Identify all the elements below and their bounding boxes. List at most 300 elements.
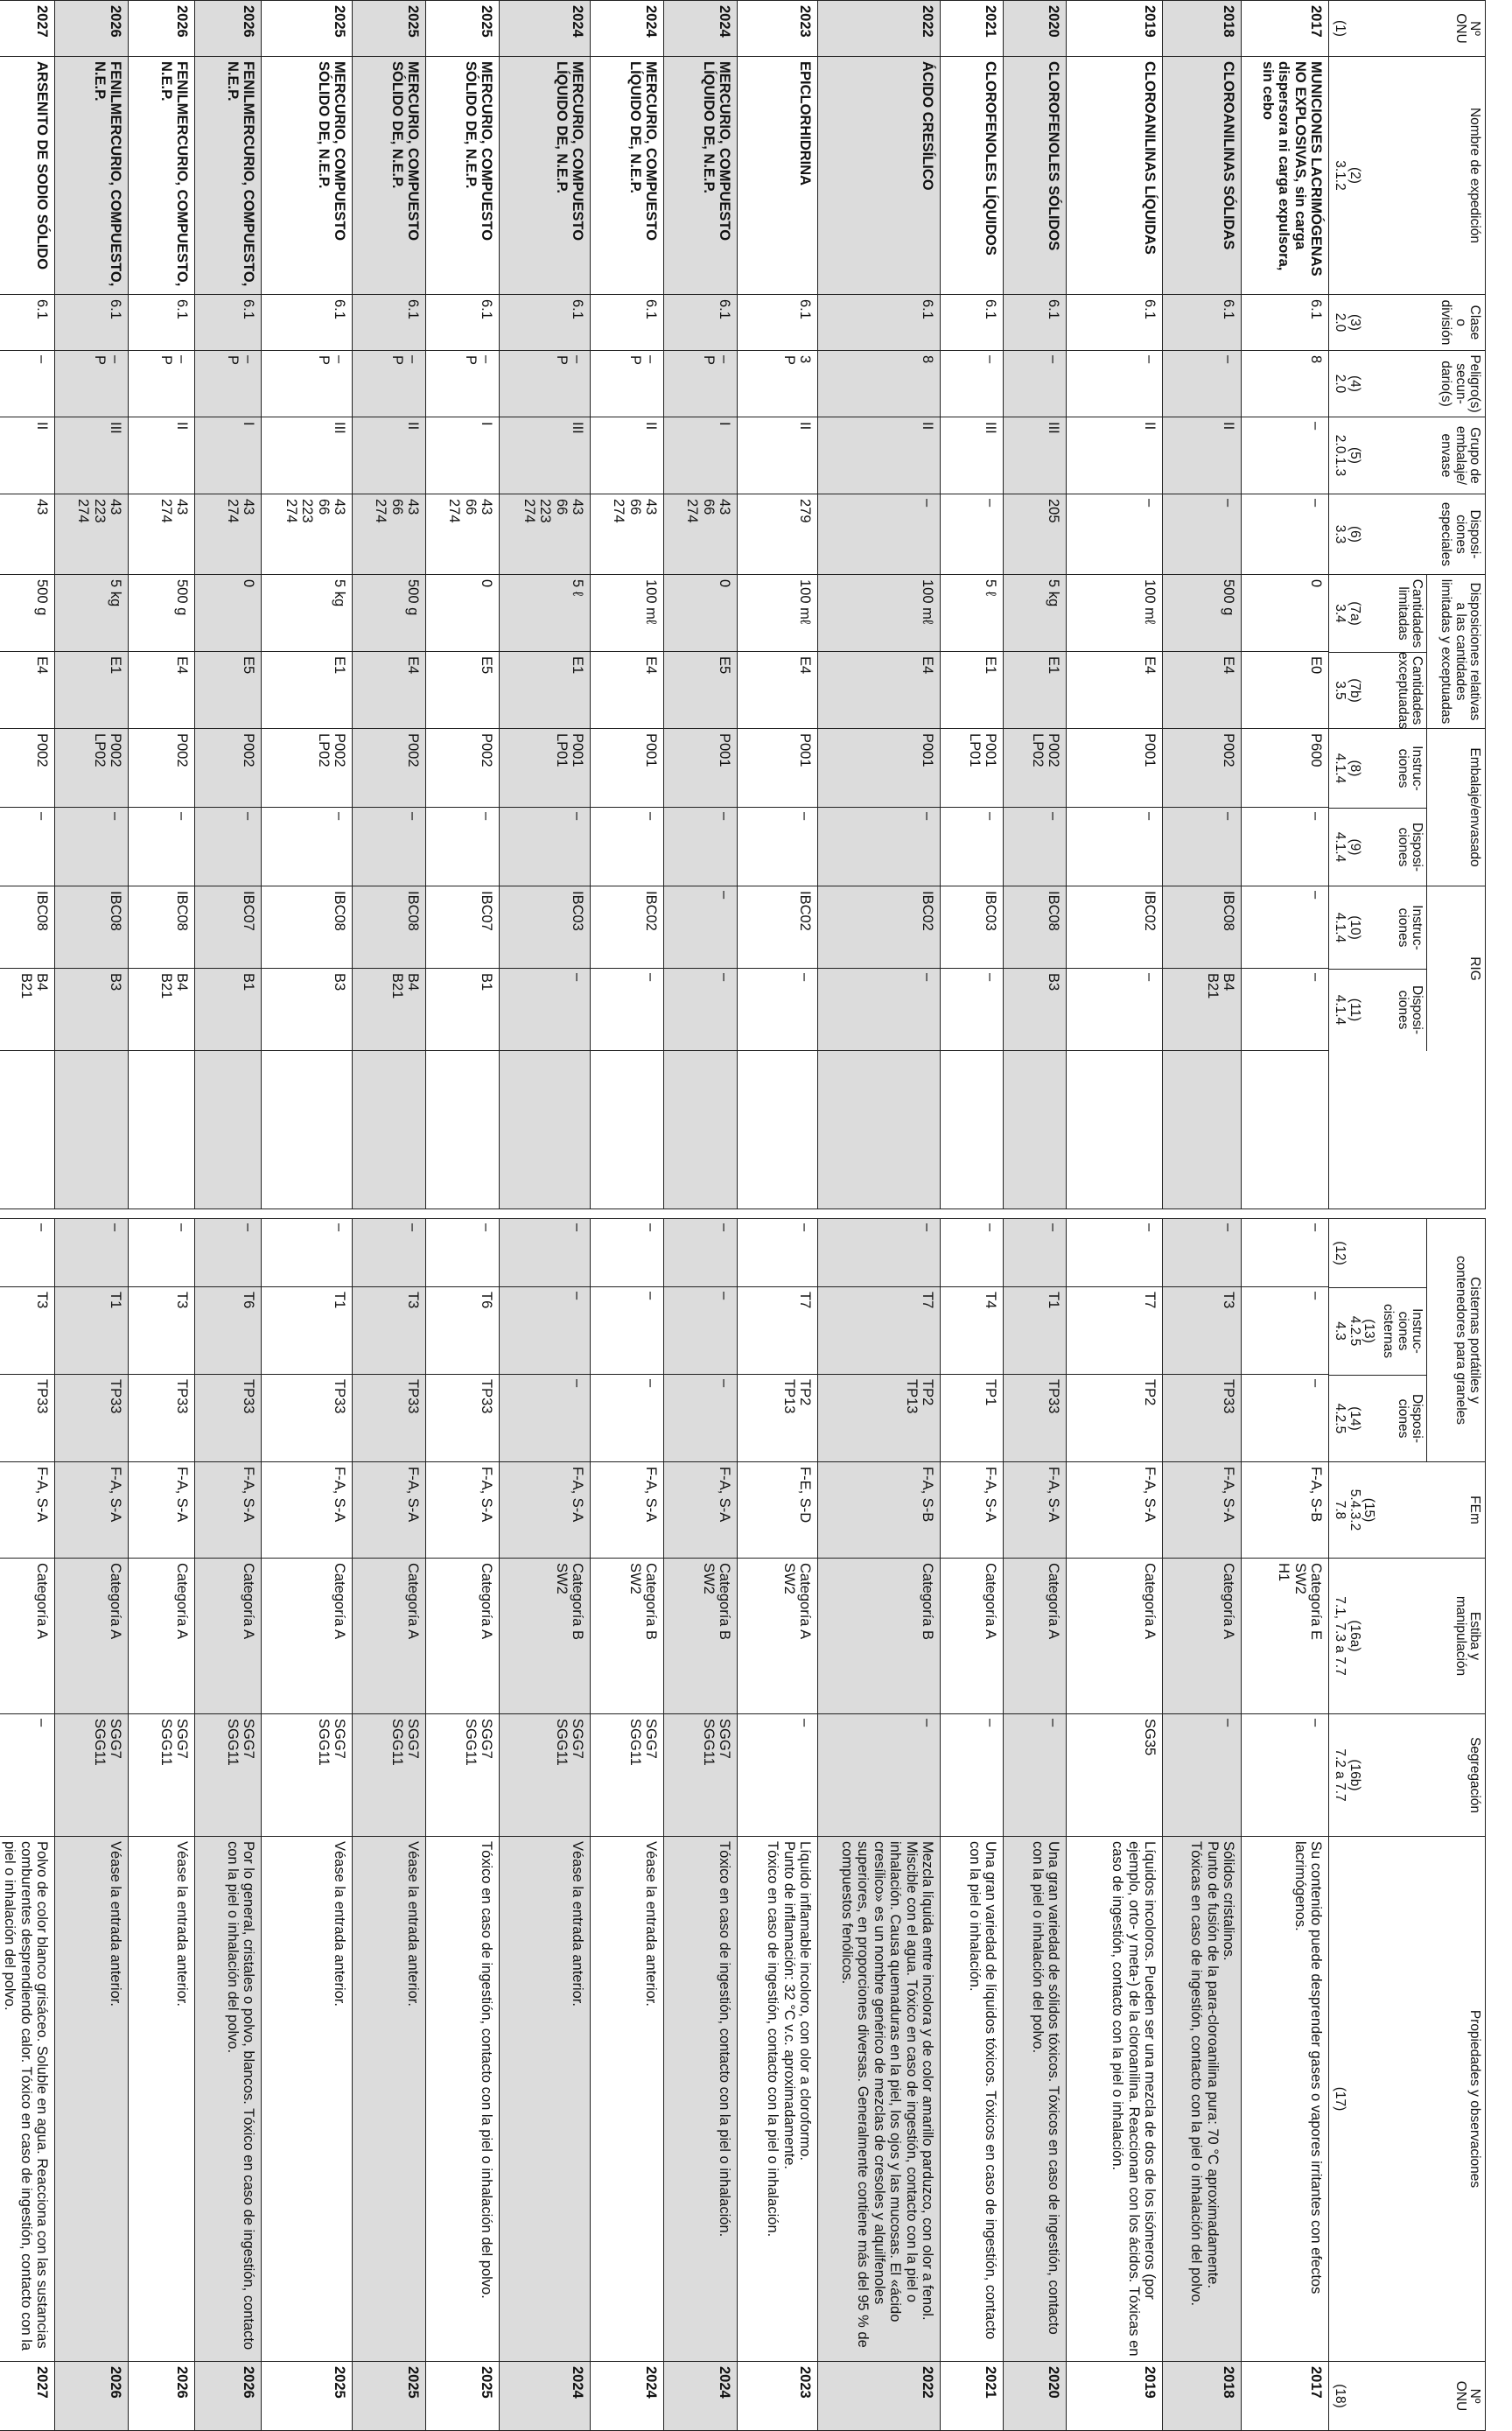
cell-seg: –	[0, 1714, 54, 1837]
cell-un2: 2026	[241, 2366, 256, 2399]
cell-pg: I	[664, 417, 737, 494]
cell-eq: E5	[664, 652, 737, 729]
right-table-row	[499, 1219, 590, 2430]
cell-seg: –	[1163, 1714, 1241, 1837]
cell-name: FENILMERCURIO, COMPUESTO, N.E.P.	[55, 57, 128, 295]
cell-ti: T3	[1163, 1287, 1241, 1375]
cell-tp: TP2	[1067, 1375, 1162, 1462]
spacer-cell	[55, 1051, 128, 1208]
cell-seg: SGG7 SGG11	[591, 1714, 663, 1837]
right-table-header	[1328, 1219, 1485, 2430]
cell-un2: 2025	[479, 2366, 494, 2399]
cell-lq: 0	[426, 575, 499, 652]
cell-ems: F-A, S-A	[129, 1462, 194, 1559]
header-shipping-name: Nombre de expedición (2) 3.1.2	[1329, 57, 1485, 295]
cell-pi: P001	[591, 729, 663, 808]
cell-un: 2023	[738, 1, 817, 57]
cell-stow: Categoría B SW2	[664, 1559, 737, 1714]
cell-un2: 2024	[643, 2366, 659, 2399]
cell-un2: 2027	[34, 2366, 50, 2399]
cell-tp: –	[500, 1375, 590, 1462]
cell-cls: 6.1	[941, 295, 1003, 351]
cell-eq: E4	[0, 652, 54, 729]
cell-tp: TP33	[55, 1375, 128, 1462]
cell-un: 2017	[1242, 1, 1328, 57]
cell-pp: –	[195, 808, 261, 886]
cell-cls: 6.1	[1004, 295, 1066, 351]
cell-eq: E1	[55, 652, 128, 729]
cell-ii: IBC08	[262, 886, 352, 969]
cell-seg: SGG7 SGG11	[55, 1714, 128, 1837]
cell-props: Una gran variedad de líquidos tóxicos. Tóxicos en caso de ingestión, contacto con la piel o inhalación.	[941, 1837, 1003, 2362]
cell-un2: 2023	[797, 2366, 813, 2399]
cell-ti: T1	[55, 1287, 128, 1375]
cell-lq: 100 mℓ	[738, 575, 817, 652]
cell-cls: 6.1	[129, 295, 194, 351]
cell-pp: –	[262, 808, 352, 886]
cell-lq: 5 ℓ	[941, 575, 1003, 652]
left-table-row	[1066, 1, 1162, 1208]
cell-un: 2024	[664, 1, 737, 57]
right-table-row	[1162, 1219, 1241, 2430]
cell-sub: –	[0, 351, 54, 417]
cell-props: Su contenido puede desprender gases o vapores irritantes con efectos lacrimógenos.	[1242, 1837, 1328, 2362]
cell-stow: Categoría B	[818, 1559, 940, 1714]
cell-ems: F-A, S-A	[500, 1462, 590, 1559]
cell-pg: II	[738, 417, 817, 494]
right-table-row	[1066, 1219, 1162, 2430]
cell-pp: –	[1067, 808, 1162, 886]
header-packing-group: Grupo de embalaje/ envase (5) 2.0.1.3	[1329, 417, 1485, 494]
right-table-row	[128, 1219, 194, 2430]
cell-pi: P002	[353, 729, 425, 808]
header-un-no: Nº ONU (1)	[1329, 1, 1485, 57]
cell-ip: B4 B21	[129, 969, 194, 1051]
cell-tp: TP33	[1004, 1375, 1066, 1462]
cell-c12: –	[1004, 1219, 1066, 1287]
cell-un2: 2019	[1142, 2366, 1158, 2399]
header-ibc: RIG Instruc- ciones Disposi- ciones (10) 4.1.4 (11) 4.1.4	[1329, 886, 1485, 1051]
cell-ti: T7	[1067, 1287, 1162, 1375]
cell-sp: –	[818, 494, 940, 575]
cell-seg: –	[941, 1714, 1003, 1837]
cell-lq: 0	[195, 575, 261, 652]
cell-sp: 43	[0, 494, 54, 575]
cell-c12: –	[195, 1219, 261, 1287]
cell-eq: E5	[426, 652, 499, 729]
spacer-cell	[0, 1051, 54, 1208]
cell-name: CLOROANILINAS SÓLIDAS	[1163, 57, 1241, 295]
cell-name: FENILMERCURIO, COMPUESTO, N.E.P.	[129, 57, 194, 295]
cell-seg: SGG7 SGG11	[500, 1714, 590, 1837]
cell-cls: 6.1	[1067, 295, 1162, 351]
cell-pi: P002	[426, 729, 499, 808]
cell-ip: B1	[195, 969, 261, 1051]
cell-name: CLOROANILINAS LÍQUIDAS	[1067, 57, 1162, 295]
cell-pp: –	[591, 808, 663, 886]
cell-un2: 2026	[174, 2366, 190, 2399]
right-table-row	[54, 1219, 128, 2430]
cell-seg: –	[818, 1714, 940, 1837]
cell-pp: –	[818, 808, 940, 886]
cell-cls: 6.1	[55, 295, 128, 351]
cell-cls: 6.1	[262, 295, 352, 351]
cell-ti: –	[500, 1287, 590, 1375]
cell-ti: T7	[818, 1287, 940, 1375]
cell-props: Véase la entrada anterior.	[55, 1837, 128, 2362]
cell-un: 2025	[426, 1, 499, 57]
header-subsidiary-hazard: Peligro(s) secun- dario(s) (4) 2.0	[1329, 351, 1485, 417]
cell-pi: P001 LP01	[941, 729, 1003, 808]
cell-pg: II	[591, 417, 663, 494]
cell-tp: –	[1242, 1375, 1328, 1462]
cell-cls: 6.1	[1242, 295, 1328, 351]
spacer-cell	[1242, 1051, 1328, 1208]
cell-pp: –	[55, 808, 128, 886]
cell-props: Por lo general, cristales o polvo, blancos. Tóxico en caso de ingestión, contacto con la piel o inhalación del polvo.	[195, 1837, 261, 2362]
cell-eq: E4	[591, 652, 663, 729]
cell-sub: 8	[818, 351, 940, 417]
cell-sub: 3 P	[738, 351, 817, 417]
cell-eq: E1	[941, 652, 1003, 729]
cell-ii: IBC08	[0, 886, 54, 969]
cell-pg: –	[1242, 417, 1328, 494]
cell-pi: P001	[818, 729, 940, 808]
cell-ems: F-A, S-A	[1004, 1462, 1066, 1559]
cell-un2: 2020	[1046, 2366, 1061, 2399]
cell-seg: SGG7 SGG11	[195, 1714, 261, 1837]
cell-lq: 5 kg	[55, 575, 128, 652]
cell-sp: 43 66 274	[664, 494, 737, 575]
cell-sp: 43 66 223 274	[262, 494, 352, 575]
cell-props: Sólidos cristalinos. Punto de fusión de la para-cloroanilina pura: 70 °C aproximadamente. Tóxicas en caso de ingestión, contacto con la piel o inhalación del polvo.	[1163, 1837, 1241, 2362]
cell-un: 2027	[0, 1, 54, 57]
cell-pi: P002 LP02	[1004, 729, 1066, 808]
cell-tp: TP33	[262, 1375, 352, 1462]
cell-pg: III	[55, 417, 128, 494]
left-table-row	[425, 1, 499, 1208]
cell-c12: –	[591, 1219, 663, 1287]
header-portable-tanks: Cisternas portátiles y contenedores para graneles Instruc- ciones cisternas Disposi- ciones (12) (13) 4.2.5 4.3 (14) 4.2.5	[1329, 1219, 1485, 1462]
right-table-row	[261, 1219, 352, 2430]
cell-sp: –	[941, 494, 1003, 575]
cell-stow: Categoría A	[0, 1559, 54, 1714]
cell-pi: P002	[0, 729, 54, 808]
left-table-row	[194, 1, 261, 1208]
cell-ip: B3	[1004, 969, 1066, 1051]
cell-ii: –	[1242, 886, 1328, 969]
cell-ems: F-A, S-A	[1163, 1462, 1241, 1559]
right-table-row	[663, 1219, 737, 2430]
cell-tp: TP33	[195, 1375, 261, 1462]
cell-ii: IBC02	[1067, 886, 1162, 969]
left-table-row	[499, 1, 590, 1208]
cell-ip: –	[1067, 969, 1162, 1051]
cell-lq: 500 g	[1163, 575, 1241, 652]
cell-eq: E1	[500, 652, 590, 729]
cell-cls: 6.1	[500, 295, 590, 351]
cell-ip: B4 B21	[353, 969, 425, 1051]
left-table-row	[0, 1, 54, 1208]
cell-pi: P001	[664, 729, 737, 808]
cell-ii: IBC07	[426, 886, 499, 969]
cell-pi: P001	[1067, 729, 1162, 808]
cell-ems: F-A, S-A	[591, 1462, 663, 1559]
cell-eq: E1	[1004, 652, 1066, 729]
cell-stow: Categoría B SW2	[500, 1559, 590, 1714]
cell-sp: –	[1242, 494, 1328, 575]
left-table-row	[737, 1, 817, 1208]
cell-tp: –	[664, 1375, 737, 1462]
cell-stow: Categoría A SW2	[738, 1559, 817, 1714]
cell-props: Véase la entrada anterior.	[129, 1837, 194, 2362]
cell-un: 2025	[353, 1, 425, 57]
cell-ip: –	[591, 969, 663, 1051]
cell-c12: –	[941, 1219, 1003, 1287]
spacer-cell	[426, 1051, 499, 1208]
cell-ti: T3	[0, 1287, 54, 1375]
cell-seg: SGG7 SGG11	[426, 1714, 499, 1837]
cell-un: 2026	[129, 1, 194, 57]
cell-pi: P002	[129, 729, 194, 808]
spacer-cell	[738, 1051, 817, 1208]
cell-ems: F-A, S-A	[262, 1462, 352, 1559]
cell-stow: Categoría A	[941, 1559, 1003, 1714]
header-special-provisions: Disposi- ciones especiales (6) 3.3	[1329, 494, 1485, 575]
cell-ip: –	[738, 969, 817, 1051]
cell-sp: 205	[1004, 494, 1066, 575]
cell-eq: E5	[195, 652, 261, 729]
right-table	[0, 1218, 1486, 2431]
cell-tp: TP33	[1163, 1375, 1241, 1462]
cell-ems: F-A, S-A	[195, 1462, 261, 1559]
cell-props: Tóxico en caso de ingestión, contacto con la piel o inhalación del polvo.	[426, 1837, 499, 2362]
cell-ii: –	[664, 886, 737, 969]
left-table-row	[590, 1, 663, 1208]
spacer-cell	[591, 1051, 663, 1208]
cell-c12: –	[664, 1219, 737, 1287]
cell-eq: E4	[353, 652, 425, 729]
cell-stow: Categoría A	[1163, 1559, 1241, 1714]
cell-tp: TP33	[0, 1375, 54, 1462]
cell-cls: 6.1	[426, 295, 499, 351]
cell-tp: TP1	[941, 1375, 1003, 1462]
header-limited-excepted: Disposiciones relativas a las cantidades limitadas y exceptuadas Cantidades limitadas Cantidades exceptuadas (7a) 3.4 (7b) 3.5	[1329, 575, 1485, 729]
header-properties: Propiedades y observaciones (17)	[1329, 1837, 1485, 2362]
cell-name: MERCURIO, COMPUESTO SÓLIDO DE, N.E.P.	[353, 57, 425, 295]
cell-c12: –	[55, 1219, 128, 1287]
cell-pg: III	[941, 417, 1003, 494]
cell-name: MERCURIO, COMPUESTO LÍQUIDO DE, N.E.P.	[500, 57, 590, 295]
cell-un2: 2017	[1308, 2366, 1324, 2399]
cell-eq: E4	[1163, 652, 1241, 729]
cell-name: MUNICIONES LACRIMÓGENAS NO EXPLOSIVAS, sin carga dispersora ni carga expulsora, sin cebo	[1242, 57, 1328, 295]
cell-props: Una gran variedad de sólidos tóxicos. Tóxicos en caso de ingestión, contacto con la piel o inhalación del polvo.	[1004, 1837, 1066, 2362]
cell-pi: P002	[195, 729, 261, 808]
cell-ii: IBC02	[591, 886, 663, 969]
cell-seg: –	[1004, 1714, 1066, 1837]
cell-sub: –	[1004, 351, 1066, 417]
cell-seg: –	[738, 1714, 817, 1837]
cell-ems: F-A, S-A	[941, 1462, 1003, 1559]
cell-ii: IBC08	[1004, 886, 1066, 969]
cell-seg: SGG7 SGG11	[664, 1714, 737, 1837]
cell-sp: 43 223 274	[55, 494, 128, 575]
cell-cls: 6.1	[818, 295, 940, 351]
cell-un: 2021	[941, 1, 1003, 57]
cell-ii: IBC03	[941, 886, 1003, 969]
header-segregation: Segregación (16b) 7.2 a 7.7	[1329, 1714, 1485, 1837]
cell-cls: 6.1	[0, 295, 54, 351]
cell-ip: –	[1242, 969, 1328, 1051]
cell-eq: E4	[738, 652, 817, 729]
cell-cls: 6.1	[664, 295, 737, 351]
cell-pi: P002	[1163, 729, 1241, 808]
cell-sub: – P	[500, 351, 590, 417]
cell-cls: 6.1	[591, 295, 663, 351]
cell-stow: Categoría B SW2	[591, 1559, 663, 1714]
cell-props: Líquido inflamable incoloro, con olor a cloroformo. Punto de inflamación: 32 °C v.c. aproximadamente. Tóxico en caso de ingestión, contacto con la piel o inhalación.	[738, 1837, 817, 2362]
cell-eq: E4	[818, 652, 940, 729]
right-table-row	[425, 1219, 499, 2430]
cell-pg: II	[818, 417, 940, 494]
cell-sub: –	[1067, 351, 1162, 417]
cell-props: Véase la entrada anterior.	[353, 1837, 425, 2362]
cell-lq: 500 g	[353, 575, 425, 652]
cell-ti: T1	[1004, 1287, 1066, 1375]
left-table-row	[128, 1, 194, 1208]
spacer-cell	[1067, 1051, 1162, 1208]
cell-ems: F-A, S-A	[664, 1462, 737, 1559]
spacer-cell	[941, 1051, 1003, 1208]
spacer-cell	[262, 1051, 352, 1208]
cell-stow: Categoría A	[1067, 1559, 1162, 1714]
cell-pg: III	[500, 417, 590, 494]
cell-props: Líquidos incoloros. Pueden ser una mezcla de dos de los isómeros (por ejemplo, orto- y meta-) de la cloroanilina. Reaccionan con los ácidos. Tóxicas en caso de ingestión, contacto con la piel o inhalación.	[1067, 1837, 1162, 2362]
cell-un: 2024	[500, 1, 590, 57]
spacer-cell	[129, 1051, 194, 1208]
cell-un: 2024	[591, 1, 663, 57]
cell-sub: –	[1163, 351, 1241, 417]
cell-pi: P600	[1242, 729, 1328, 808]
cell-name: ARSENITO DE SODIO SÓLIDO	[0, 57, 54, 295]
cell-c12: –	[1163, 1219, 1241, 1287]
cell-sp: 43 66 274	[591, 494, 663, 575]
cell-sp: 43 66 274	[426, 494, 499, 575]
left-table-row	[54, 1, 128, 1208]
spacer-cell	[1163, 1051, 1241, 1208]
cell-c12: –	[426, 1219, 499, 1287]
cell-ip: B1	[426, 969, 499, 1051]
cell-c12: –	[0, 1219, 54, 1287]
spacer-cell	[664, 1051, 737, 1208]
left-table-row	[1162, 1, 1241, 1208]
cell-ems: F-A, S-A	[426, 1462, 499, 1559]
cell-eq: E4	[129, 652, 194, 729]
cell-name: EPICLORHIDRINA	[738, 57, 817, 295]
cell-ti: –	[591, 1287, 663, 1375]
cell-ii: IBC08	[353, 886, 425, 969]
cell-seg: SGG7 SGG11	[353, 1714, 425, 1837]
cell-lq: 100 mℓ	[591, 575, 663, 652]
cell-name: MERCURIO, COMPUESTO LÍQUIDO DE, N.E.P.	[591, 57, 663, 295]
cell-lq: 500 g	[129, 575, 194, 652]
cell-sp: 279	[738, 494, 817, 575]
cell-sub: – P	[129, 351, 194, 417]
cell-un2: 2024	[717, 2366, 732, 2399]
left-table-row	[1241, 1, 1328, 1208]
cell-pg: II	[1163, 417, 1241, 494]
cell-ip: B4 B21	[1163, 969, 1241, 1051]
header-packaging: Embalaje/envasado Instruc- ciones Disposi- ciones (8) 4.1.4 (9) 4.1.4	[1329, 729, 1485, 886]
cell-stow: Categoría A	[195, 1559, 261, 1714]
cell-cls: 6.1	[1163, 295, 1241, 351]
cell-stow: Categoría A	[129, 1559, 194, 1714]
cell-sp: 43 274	[195, 494, 261, 575]
cell-lq: 500 g	[0, 575, 54, 652]
left-table	[0, 0, 1486, 1209]
cell-pp: –	[1163, 808, 1241, 886]
cell-lq: 100 mℓ	[1067, 575, 1162, 652]
right-table-row	[1241, 1219, 1328, 2430]
cell-c12: –	[818, 1219, 940, 1287]
cell-ip: B3	[262, 969, 352, 1051]
cell-lq: 0	[664, 575, 737, 652]
right-table-row	[590, 1219, 663, 2430]
cell-lq: 100 mℓ	[818, 575, 940, 652]
header-stowage: Estiba y manipulación (16a) 7.1, 7.3 a 7.7	[1329, 1559, 1485, 1714]
cell-pp: –	[738, 808, 817, 886]
cell-cls: 6.1	[195, 295, 261, 351]
cell-ip: –	[941, 969, 1003, 1051]
cell-ip: B3	[55, 969, 128, 1051]
cell-props: Véase la entrada anterior.	[262, 1837, 352, 2362]
cell-pp: –	[1004, 808, 1066, 886]
cell-ii: IBC02	[738, 886, 817, 969]
cell-cls: 6.1	[738, 295, 817, 351]
cell-ii: IBC03	[500, 886, 590, 969]
cell-pp: –	[1242, 808, 1328, 886]
cell-ip: –	[500, 969, 590, 1051]
cell-pp: –	[129, 808, 194, 886]
cell-pg: III	[1004, 417, 1066, 494]
cell-pp: –	[500, 808, 590, 886]
spacer-cell	[195, 1051, 261, 1208]
cell-sub: –	[941, 351, 1003, 417]
cell-seg: –	[1242, 1714, 1328, 1837]
right-table-row	[0, 1219, 54, 2430]
left-table-row	[940, 1, 1003, 1208]
cell-pg: II	[1067, 417, 1162, 494]
cell-sp: –	[1067, 494, 1162, 575]
cell-ems: F-A, S-B	[1242, 1462, 1328, 1559]
cell-ems: F-A, S-A	[1067, 1462, 1162, 1559]
cell-c12: –	[500, 1219, 590, 1287]
cell-ii: IBC08	[129, 886, 194, 969]
left-table-header	[1328, 1, 1485, 1208]
cell-sub: – P	[426, 351, 499, 417]
right-table-row	[940, 1219, 1003, 2430]
cell-ems: F-A, S-A	[55, 1462, 128, 1559]
cell-tp: TP2 TP13	[818, 1375, 940, 1462]
cell-ip: –	[664, 969, 737, 1051]
cell-sub: – P	[55, 351, 128, 417]
left-table-row	[1003, 1, 1066, 1208]
left-table-row	[817, 1, 940, 1208]
cell-pp: –	[664, 808, 737, 886]
cell-cls: 6.1	[353, 295, 425, 351]
right-table-row	[737, 1219, 817, 2430]
